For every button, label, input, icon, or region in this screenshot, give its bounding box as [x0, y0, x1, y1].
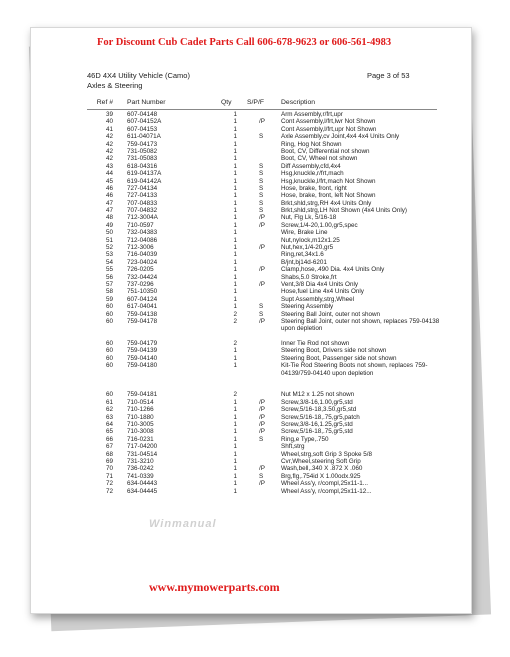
ref-cell: 39 [105, 111, 113, 118]
qty-cell: 1 [233, 362, 237, 370]
part-number-cell: 759-04138 [127, 310, 158, 318]
description-cell: Boot, CV, Differential not shown [281, 147, 370, 155]
qty-cell: 1 [233, 214, 237, 222]
part-number-cell: 712-3004A [127, 214, 158, 222]
description-cell: Wheel Ass'y, r/compl,25x11-1... [281, 480, 369, 488]
part-number-cell: 710-3005 [127, 421, 154, 429]
part-number-cell: 619-04142A [127, 177, 162, 185]
table-row [31, 170, 471, 177]
ref-cell: 41 [105, 125, 113, 133]
table-row [31, 473, 471, 480]
spf-cell: /P [259, 398, 265, 406]
qty-cell: 1 [233, 118, 237, 126]
qty-cell: 1 [233, 221, 237, 229]
ref-cell: 72 [105, 487, 113, 495]
ref-cell: 60 [105, 391, 113, 399]
ref-cell: 60 [105, 362, 113, 370]
part-number-cell: 759-04179 [127, 339, 158, 347]
ref-cell: 60 [105, 317, 113, 325]
table-row [31, 207, 471, 214]
part-number-cell: 607-04153 [127, 125, 158, 133]
qty-cell: 1 [233, 258, 237, 266]
spf-cell: S [259, 472, 264, 480]
part-number-cell: 727-04133 [127, 192, 158, 200]
qty-cell: 1 [233, 435, 237, 443]
description-cell: Steering Ball Joint, outer not shown, replaces 759-04138 upon depletion [281, 317, 440, 333]
description-cell: Steering Assembly [281, 303, 334, 311]
website-footer: www.mymowerparts.com [149, 580, 280, 594]
part-number-cell: 710-3008 [127, 428, 154, 436]
description-cell: Clamp,hose,.490 Dia. 4x4 Units Only [281, 266, 385, 274]
table-row [31, 421, 471, 428]
description-cell: Screw,5/16-18,.75,gr5,patch [281, 413, 360, 421]
spf-cell: /P [259, 421, 265, 429]
qty-cell: 1 [233, 472, 237, 480]
spf-cell: S [259, 184, 264, 192]
qty-cell: 1 [233, 421, 237, 429]
qty-cell: 1 [233, 229, 237, 237]
table-row [31, 458, 471, 465]
part-number-cell: 618-04316 [127, 162, 158, 170]
description-cell: Ring,e Type,.750 [281, 435, 329, 443]
description-cell: Wheel Ass'y, r/compl,25x11-12... [281, 487, 372, 495]
table-row [31, 214, 471, 221]
spf-cell: /P [259, 221, 265, 229]
table-row [31, 163, 471, 170]
part-number-cell: 607-04152A [127, 118, 162, 126]
ref-cell: 40 [105, 118, 113, 126]
qty-cell: 2 [233, 310, 237, 318]
ref-cell: 71 [105, 472, 113, 480]
table-row [31, 185, 471, 192]
description-cell: Inner Tie Rod not shown [281, 339, 350, 347]
table-row [31, 296, 471, 303]
ref-cell: 58 [105, 288, 113, 296]
description-cell: Hose,fuel Line 4x4 Units Only [281, 288, 364, 296]
qty-cell: 1 [233, 303, 237, 311]
qty-cell: 1 [233, 147, 237, 155]
ref-cell: 60 [105, 310, 113, 318]
spf-cell: S [259, 207, 264, 215]
page-number: Page 3 of 53 [367, 71, 410, 80]
part-number-cell: 731-05082 [127, 147, 158, 155]
table-row [31, 391, 471, 398]
ref-cell: 60 [105, 354, 113, 362]
part-number-cell: 617-04041 [127, 303, 158, 311]
ref-cell: 66 [105, 435, 113, 443]
spf-cell: S [259, 177, 264, 185]
spf-cell: /P [259, 480, 265, 488]
qty-cell: 1 [233, 251, 237, 259]
table-row [31, 126, 471, 133]
part-number-cell: 731-04514 [127, 450, 158, 458]
ref-cell: 49 [105, 221, 113, 229]
part-number-cell: 712-04086 [127, 236, 158, 244]
ref-cell: 51 [105, 236, 113, 244]
qty-cell: 1 [233, 155, 237, 163]
description-cell: Screw,3/8-16,1.25,gr5,std [281, 421, 353, 429]
ref-cell: 57 [105, 280, 113, 288]
ref-cell: 43 [105, 162, 113, 170]
qty-cell: 1 [233, 184, 237, 192]
table-row [31, 406, 471, 413]
qty-cell: 1 [233, 443, 237, 451]
part-number-cell: 611-04071A [127, 133, 161, 141]
ref-cell: 54 [105, 258, 113, 266]
table-row [31, 281, 471, 288]
part-number-cell: 710-1880 [127, 413, 154, 421]
table-row [31, 178, 471, 185]
table-row [31, 259, 471, 266]
description-cell: B/jnt,bj14d-6201 [281, 258, 327, 266]
part-number-cell: 710-1266 [127, 406, 154, 414]
description-cell: Boot, CV, Wheel not shown [281, 155, 358, 163]
document-page [30, 27, 472, 614]
document-title [87, 71, 190, 91]
description-cell: Ring, Hog Not Shown [281, 140, 342, 148]
description-cell: Wheel,strg,soft Grip 3 Spoke 5/8 [281, 450, 372, 458]
ref-cell: 42 [105, 140, 113, 148]
table-header [31, 99, 471, 109]
ref-cell: 65 [105, 428, 113, 436]
spf-cell: S [259, 310, 264, 318]
part-number-cell: 759-04180 [127, 362, 158, 370]
qty-cell: 1 [233, 125, 237, 133]
description-cell: Steering Boot, Drivers side not shown [281, 347, 387, 355]
part-number-cell: 619-04137A [127, 170, 162, 178]
ref-cell: 63 [105, 413, 113, 421]
qty-cell: 1 [233, 199, 237, 207]
part-number-cell: 716-04039 [127, 251, 158, 259]
part-number-cell: 727-04134 [127, 184, 158, 192]
qty-cell: 1 [233, 347, 237, 355]
table-row [31, 141, 471, 148]
table-row [31, 200, 471, 207]
qty-cell: 1 [233, 192, 237, 200]
description-cell: Brg,flg,.754id X 1.00odx.925 [281, 472, 361, 480]
table-row [31, 465, 471, 472]
qty-cell: 1 [233, 273, 237, 281]
spf-cell: S [259, 435, 264, 443]
description-cell: Vent,3/8 Dia 4x4 Units Only [281, 280, 359, 288]
spf-cell: /P [259, 465, 265, 473]
part-number-cell: 710-0514 [127, 398, 154, 406]
document-title-section: Axles & Steering [87, 81, 143, 90]
spf-cell: /P [259, 118, 265, 126]
spf-cell: S [259, 303, 264, 311]
table-row [31, 355, 471, 362]
qty-cell: 2 [233, 317, 237, 325]
description-cell: Nut,nylock,m12x1.25 [281, 236, 340, 244]
table-row [31, 443, 471, 450]
ref-cell: 42 [105, 147, 113, 155]
ref-cell: 62 [105, 406, 113, 414]
description-cell: Kit-Tie Rod Steering Boots not shown, replaces 759-04139/759-04140 upon depletion [281, 362, 428, 377]
description-cell: Screw,3/8-16,1.00,gr5,std [281, 398, 353, 406]
part-number-cell: 717-04200 [127, 443, 158, 451]
qty-cell: 1 [233, 133, 237, 141]
table-row [31, 148, 471, 155]
spf-cell: S [259, 199, 264, 207]
table-row [31, 229, 471, 236]
part-number-cell: 759-04139 [127, 347, 158, 355]
description-cell: Steering Ball Joint, outer not shown [281, 310, 381, 318]
part-number-cell: 634-04443 [127, 480, 158, 488]
part-number-cell: 607-04148 [127, 111, 158, 118]
description-cell: Wire, Brake Line [281, 229, 328, 237]
ref-cell: 45 [105, 177, 113, 185]
table-row [31, 274, 471, 281]
table-row [31, 436, 471, 443]
description-cell: Cont Assembly,l/frt,upr Not Shown [281, 125, 377, 133]
description-cell: Cont Assembly,l/frt,lwr Not Shown [281, 118, 376, 126]
column-header-description: Description [281, 99, 315, 106]
ref-cell: 61 [105, 398, 113, 406]
ref-cell: 69 [105, 458, 113, 465]
table-row [31, 244, 471, 251]
spf-cell: /P [259, 266, 265, 274]
description-cell: Hsg,knuckle,r/frt,mach [281, 170, 344, 178]
table-row [31, 155, 471, 162]
part-number-cell: 736-0242 [127, 465, 154, 473]
ref-cell: 60 [105, 303, 113, 311]
discount-banner: For Discount Cub Cadet Parts Call 606-678-9623 or 606-561-4983 [97, 37, 392, 48]
column-header-part: Part Number [127, 99, 166, 106]
qty-cell: 1 [233, 280, 237, 288]
spf-cell: /P [259, 406, 265, 414]
part-number-cell: 726-0205 [127, 266, 154, 274]
qty-cell: 1 [233, 480, 237, 488]
ref-cell: 46 [105, 184, 113, 192]
qty-cell: 1 [233, 413, 237, 421]
ref-cell: 50 [105, 229, 113, 237]
ref-cell: 68 [105, 450, 113, 458]
qty-cell: 1 [233, 170, 237, 178]
part-number-cell: 759-04140 [127, 354, 158, 362]
ref-cell: 64 [105, 421, 113, 429]
description-cell: Brkt,shld,strg,LH Not Shown (4x4 Units Only) [281, 207, 407, 215]
table-row [31, 311, 471, 318]
description-cell: Ring,ret,34x1.6 [281, 251, 324, 259]
description-cell: Screw,5/16-18,.75,gr5,std [281, 428, 353, 436]
spf-cell: /P [259, 428, 265, 436]
part-number-cell: 710-0597 [127, 221, 154, 229]
ref-cell: 53 [105, 251, 113, 259]
header-divider [87, 109, 437, 110]
table-row [31, 288, 471, 295]
qty-cell: 1 [233, 140, 237, 148]
part-number-cell: 707-04833 [127, 199, 158, 207]
description-cell: Cvr,Wheel,steering Soft Grip [281, 458, 361, 465]
table-row [31, 133, 471, 140]
part-number-cell: 751-10350 [127, 288, 158, 296]
table-row [31, 480, 471, 487]
table-row [31, 414, 471, 421]
description-cell: Brkt,shld,strg,RH 4x4 Units Only [281, 199, 372, 207]
description-cell: Axle Assembly,cv Joint,4x4 4x4 Units Only [281, 133, 400, 141]
part-number-cell: 741-0339 [127, 472, 154, 480]
qty-cell: 1 [233, 177, 237, 185]
table-row [31, 118, 471, 125]
column-header-qty: Qty [221, 99, 232, 106]
description-cell: Supt Assembly,strg,Wheel [281, 295, 355, 303]
spf-cell: /P [259, 413, 265, 421]
table-row [31, 428, 471, 435]
part-number-cell: 759-04181 [127, 391, 158, 399]
column-header-ref: Ref # [96, 99, 113, 106]
description-cell: Hsg,knuckle,l/frt,mach Not Shown [281, 177, 376, 185]
parts-table [31, 111, 471, 495]
description-cell: Wash,bell,.340 X .872 X .060 [281, 465, 363, 473]
spf-cell: S [259, 170, 264, 178]
table-row [31, 488, 471, 495]
part-number-cell: 759-04178 [127, 317, 158, 325]
table-row [31, 347, 471, 354]
description-cell: Arm Assembly,r/frt,upr [281, 111, 343, 118]
description-cell: Steering Boot, Passenger side not shown [281, 354, 397, 362]
description-cell: Screw,5/16-18,3.50,gr5,std [281, 406, 357, 414]
part-number-cell: 732-04383 [127, 229, 158, 237]
table-row [31, 340, 471, 347]
description-cell: Hose, brake, front, right [281, 184, 347, 192]
qty-cell: 1 [233, 406, 237, 414]
description-cell: Diff Assembly,cfd,4x4 [281, 162, 341, 170]
qty-cell: 1 [233, 236, 237, 244]
qty-cell: 1 [233, 295, 237, 303]
qty-cell: 1 [233, 111, 237, 118]
ref-cell: 52 [105, 244, 113, 252]
qty-cell: 1 [233, 428, 237, 436]
qty-cell: 2 [233, 339, 237, 347]
ref-cell: 46 [105, 192, 113, 200]
spf-cell: S [259, 133, 264, 141]
description-cell: Nut, Flg Lk, 5/16-18 [281, 214, 337, 222]
table-row [31, 222, 471, 229]
qty-cell: 1 [233, 465, 237, 473]
part-number-cell: 731-3210 [127, 458, 154, 465]
table-row [31, 399, 471, 406]
ref-cell: 56 [105, 273, 113, 281]
spf-cell: S [259, 162, 264, 170]
description-cell: Nut M12 x 1.25 not shown [281, 391, 355, 399]
table-row [31, 303, 471, 310]
part-number-cell: 759-04173 [127, 140, 158, 148]
qty-cell: 1 [233, 487, 237, 495]
qty-cell: 1 [233, 244, 237, 252]
table-row [31, 266, 471, 273]
table-row [31, 237, 471, 244]
qty-cell: 2 [233, 391, 237, 399]
qty-cell: 1 [233, 458, 237, 465]
ref-cell: 72 [105, 480, 113, 488]
table-row [31, 451, 471, 458]
part-number-cell: 723-04024 [127, 258, 158, 266]
table-row [31, 362, 471, 384]
description-cell: Shft,strg [281, 443, 305, 451]
description-cell: Shabs,5.0 Stroke,frt [281, 273, 337, 281]
ref-cell: 55 [105, 266, 113, 274]
spf-cell: /P [259, 214, 265, 222]
table-row [31, 318, 471, 333]
qty-cell: 1 [233, 450, 237, 458]
part-number-cell: 716-0231 [127, 435, 154, 443]
column-header-spf: S/P/F [247, 99, 264, 106]
qty-cell: 1 [233, 288, 237, 296]
part-number-cell: 634-04445 [127, 487, 158, 495]
table-row [31, 251, 471, 258]
part-number-cell: 607-04124 [127, 295, 158, 303]
part-number-cell: 731-05083 [127, 155, 158, 163]
part-number-cell: 712-3006 [127, 244, 154, 252]
ref-cell: 70 [105, 465, 113, 473]
ref-cell: 67 [105, 443, 113, 451]
qty-cell: 1 [233, 162, 237, 170]
document-title-model: 46D 4X4 Utility Vehicle (Camo) [87, 71, 190, 80]
ref-cell: 60 [105, 339, 113, 347]
spf-cell: /P [259, 317, 265, 325]
spf-cell: /P [259, 280, 265, 288]
table-row [31, 111, 471, 118]
description-cell: Nut,hex,1/4-20,gr5 [281, 244, 334, 252]
part-number-cell: 737-0296 [127, 280, 154, 288]
part-number-cell: 707-04832 [127, 207, 158, 215]
ref-cell: 60 [105, 347, 113, 355]
ref-cell: 47 [105, 207, 113, 215]
qty-cell: 1 [233, 398, 237, 406]
description-cell: Hose, brake, front, left Not Shown [281, 192, 376, 200]
spf-cell: S [259, 192, 264, 200]
ref-cell: 44 [105, 170, 113, 178]
ref-cell: 42 [105, 155, 113, 163]
part-number-cell: 732-04424 [127, 273, 158, 281]
ref-cell: 59 [105, 295, 113, 303]
description-cell: Screw,1/4-20,1.00,gr5,spec [281, 221, 358, 229]
qty-cell: 1 [233, 207, 237, 215]
ref-cell: 48 [105, 214, 113, 222]
spf-cell: /P [259, 244, 265, 252]
qty-cell: 1 [233, 266, 237, 274]
table-row [31, 192, 471, 199]
ref-cell: 47 [105, 199, 113, 207]
qty-cell: 1 [233, 354, 237, 362]
ref-cell: 42 [105, 133, 113, 141]
watermark: Winmanual [149, 518, 217, 530]
